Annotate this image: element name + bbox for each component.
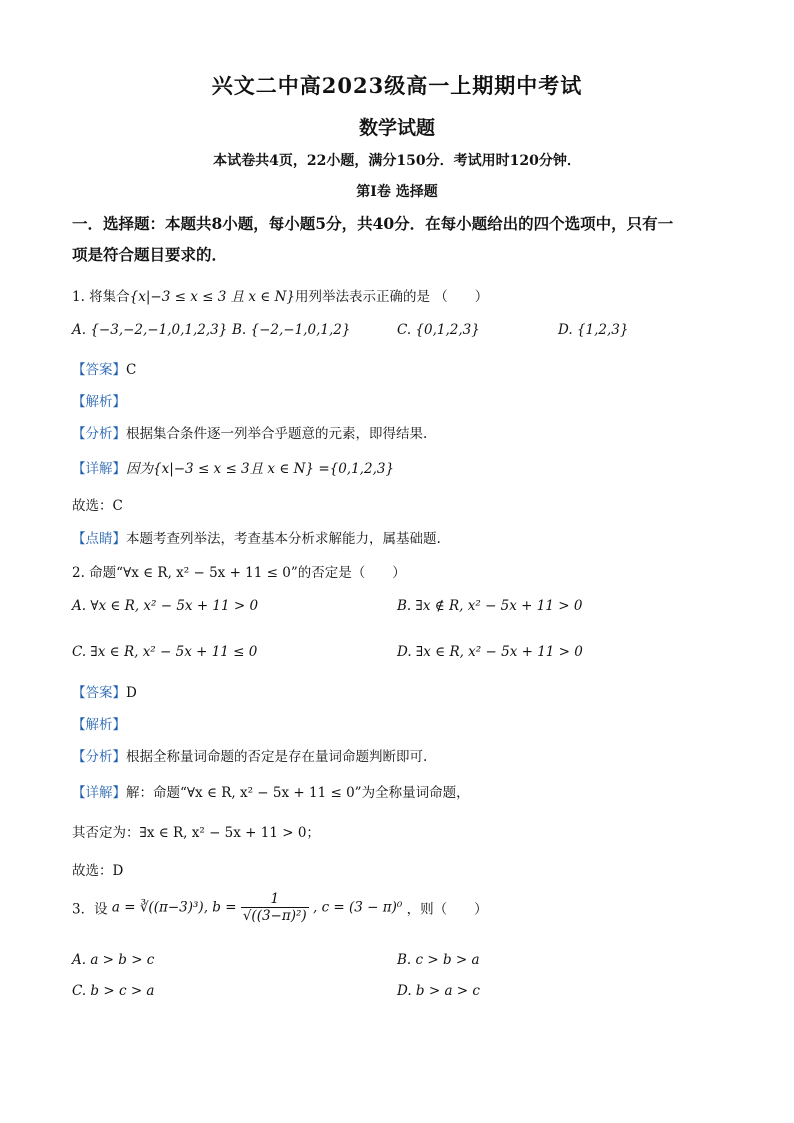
analysis-tag: 【分析】: [72, 426, 126, 442]
q3-b-numerator: 1: [270, 891, 280, 907]
q3-b-fraction: [241, 891, 309, 924]
q2-option-a: A. ∀x ∈ R, x² − 5x + 11 > 0: [72, 598, 259, 614]
q2-choose: 故选：D: [72, 863, 124, 879]
q1-option-c: C. {0,1,2,3}: [397, 322, 480, 338]
q1-stem-set: {x|−3 ≤ x ≤ 3 且 x ∈ N}: [129, 289, 295, 305]
q2-jiexi: 【解析】: [72, 717, 126, 733]
q2-option-b: B. ∃x ∉ R, x² − 5x + 11 > 0: [397, 598, 583, 614]
subject-title: 数学试题: [358, 117, 435, 139]
q2-stem: 2. 命题“∀x ∈ R, x² − 5x + 11 ≤ 0”的否定是（ ）: [72, 565, 406, 581]
q2-option-c: C. ∃x ∈ R, x² − 5x + 11 ≤ 0: [72, 644, 258, 660]
q1-choose: 故选：C: [72, 498, 123, 514]
q1-comment: [72, 527, 441, 547]
answer-tag: 【答案】: [72, 362, 126, 378]
q1-analysis: [72, 422, 427, 442]
q1-analysis-text: 根据集合条件逐一列举合乎题意的元素，即得结果.: [126, 426, 428, 442]
q1-answer: [72, 358, 136, 378]
q3-option-c: C. b > c > a: [72, 983, 155, 999]
q2-answer: [72, 681, 137, 701]
q2-answer-value: D: [126, 685, 137, 701]
q1-option-a: A. {−3,−2,−1,0,1,2,3}: [72, 322, 228, 338]
q3-stem: [72, 891, 488, 924]
q3-option-a: A. a > b > c: [72, 952, 155, 968]
section-heading-line2: 项是符合题目要求的．: [72, 245, 228, 264]
q1-stem: [72, 285, 488, 305]
detail-tag: 【详解】: [72, 461, 126, 477]
section-heading-line1: 一．选择题：本题共8小题，每小题5分，共40分．在每小题给出的四个选项中，只有一: [72, 214, 674, 233]
q3-a-expression: a = ∛((π−3)³),: [111, 899, 208, 916]
q3-b-denominator: √((3−π)²): [242, 908, 307, 924]
q2-analysis-text: 根据全称量词命题的否定是存在量词命题判断即可.: [126, 749, 428, 765]
detail-tag: 【详解】: [72, 785, 126, 801]
answer-tag: 【答案】: [72, 685, 126, 701]
q1-detail-text: 因为{x|−3 ≤ x ≤ 3且 x ∈ N} ={0,1,2,3}: [126, 461, 395, 477]
q2-detail: [72, 781, 470, 801]
q3-b-lhs: b =: [212, 899, 237, 916]
q2-detail-text: 解：命题“∀x ∈ R, x² − 5x + 11 ≤ 0”为全称量词命题，: [126, 785, 470, 801]
q3-c-expression: , c = (3 − π)⁰: [312, 899, 403, 916]
exam-info: 本试卷共4页，22小题，满分150分．考试用时120分钟．: [213, 153, 581, 169]
q1-stem-prefix: 1. 将集合: [72, 289, 130, 305]
volume-heading: 第I卷 选择题: [356, 184, 438, 200]
q1-comment-text: 本题考查列举法，考查基本分析求解能力，属基础题.: [126, 531, 441, 547]
q3-option-d: D. b > a > c: [397, 983, 480, 999]
q3-option-b: B. c > b > a: [397, 952, 480, 968]
q3-tail: ，则（ ）: [406, 901, 488, 918]
q3-number: 3．设: [72, 901, 108, 918]
q1-option-d: D. {1,2,3}: [558, 322, 629, 338]
q1-jiexi: 【解析】: [72, 394, 126, 410]
comment-tag: 【点睛】: [72, 531, 126, 547]
q1-answer-value: C: [126, 362, 137, 378]
q1-option-b: B. {−2,−1,0,1,2}: [232, 322, 351, 338]
q1-stem-suffix: 用列举法表示正确的是 （ ）: [295, 289, 489, 305]
q1-detail: [72, 457, 394, 477]
q2-option-d: D. ∃x ∈ R, x² − 5x + 11 > 0: [397, 644, 583, 660]
q2-analysis: [72, 745, 427, 765]
analysis-tag: 【分析】: [72, 749, 126, 765]
q2-negation: 其否定为：∃x ∈ R, x² − 5x + 11 > 0；: [72, 825, 320, 841]
exam-title: 兴文二中高2023级高一上期期中考试: [211, 73, 583, 98]
